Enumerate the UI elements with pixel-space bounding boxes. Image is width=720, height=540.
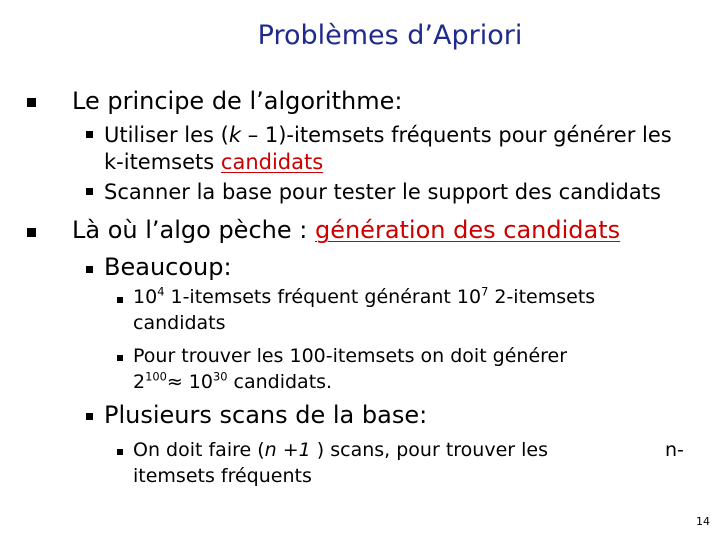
bullet-principe: Le principe de l’algorithme:: [72, 87, 403, 115]
bullet-pour-trouver: Pour trouver les 100-itemsets on doit générer: [133, 345, 568, 367]
bullet-square: [86, 188, 93, 195]
bullet-square: [86, 413, 93, 420]
bullet-la-ou: Là où l’algo pèche : génération des candidats: [72, 216, 621, 244]
bullet-on-doit-faire-tail: n-: [665, 439, 684, 461]
bullet-beaucoup: Beaucoup:: [104, 253, 232, 281]
bullet-square: [117, 449, 123, 455]
bullet-square: [27, 98, 36, 107]
bullet-square: [86, 131, 93, 138]
slide-title: Problèmes d’Apriori: [257, 20, 523, 51]
bullet-square: [117, 355, 123, 361]
page-number: 14: [696, 515, 710, 528]
bullet-square: [117, 297, 123, 303]
bullet-pour-trouver-cont: $2^{100}\approx 10^{30}$ candidats.: [133, 369, 333, 393]
bullet-utiliser: Utiliser les (k – 1)-itemsets fréquents pour générer les: [104, 123, 672, 147]
bullet-10-4-cont: candidats: [133, 312, 226, 334]
bullet-scanner: Scanner la base pour tester le support des candidats: [104, 180, 661, 204]
bullet-10-4: $10^4$ 1-itemsets fréquent générant $10^7$ 2-itemsets: [133, 284, 596, 308]
bullet-on-doit-faire: On doit faire (n +1 ) scans, pour trouver les: [133, 439, 548, 461]
bullet-plusieurs-scans: Plusieurs scans de la base:: [104, 401, 428, 429]
bullet-utiliser-cont: k-itemsets candidats: [104, 150, 324, 174]
bullet-on-doit-faire-cont: itemsets fréquents: [133, 465, 312, 487]
bullet-square: [86, 266, 93, 273]
bullet-square: [27, 228, 36, 237]
